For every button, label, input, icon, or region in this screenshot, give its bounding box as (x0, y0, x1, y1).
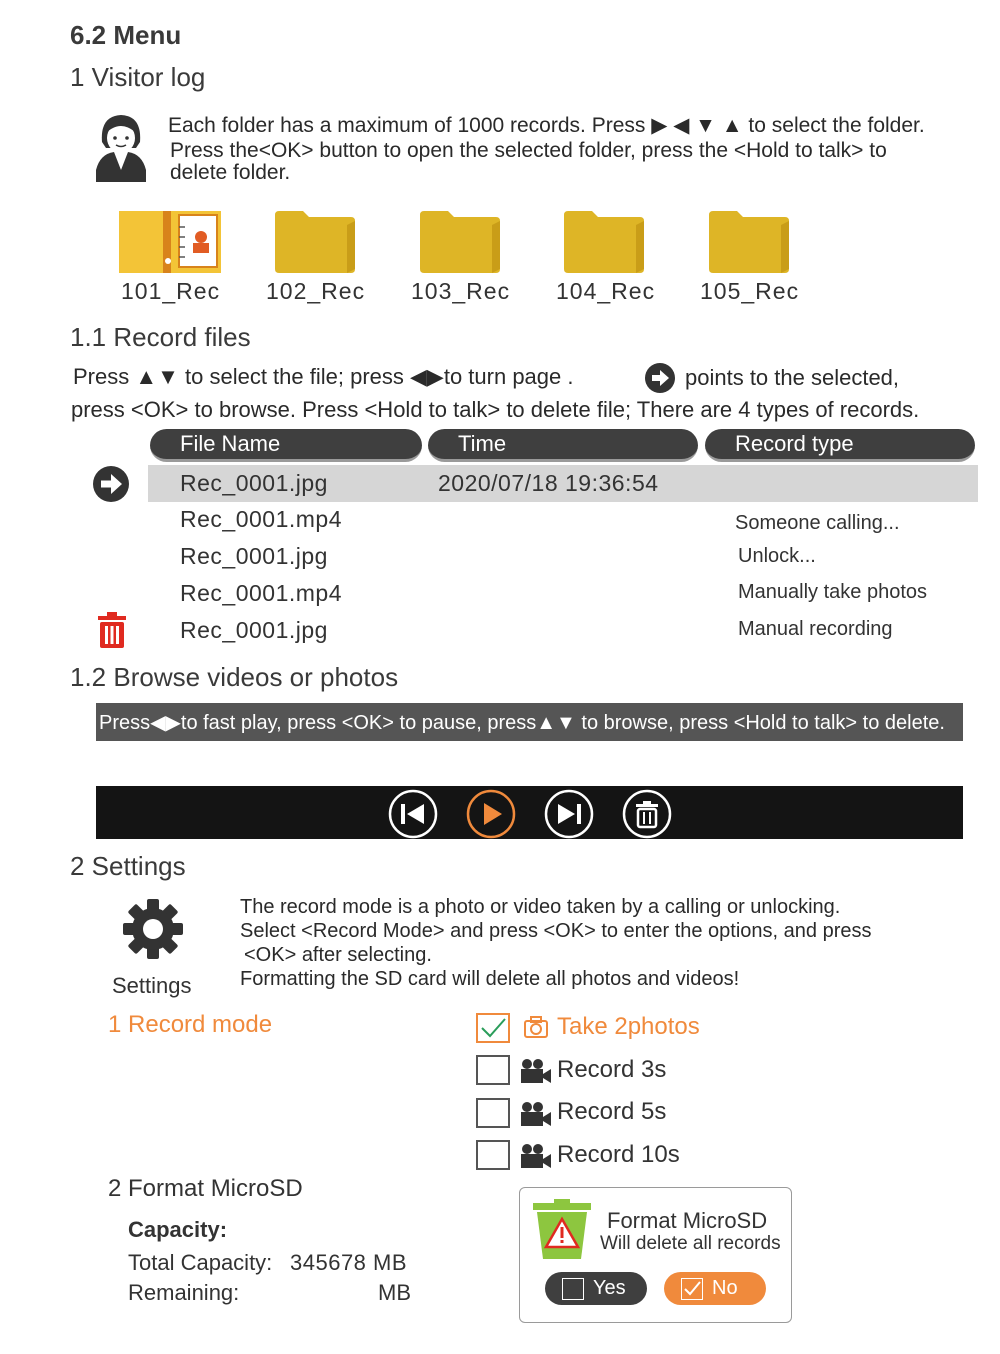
section-title: 6.2 Menu (70, 20, 182, 50)
yes-checkbox (562, 1278, 584, 1300)
selected-arrow-icon (92, 465, 130, 503)
yes-button[interactable] (545, 1272, 647, 1305)
video-camera-icon (520, 1101, 552, 1127)
yes-label: Yes (593, 1277, 626, 1299)
header-time: Time (428, 429, 698, 462)
folder-label: 104_Rec (556, 278, 656, 304)
play-button[interactable] (466, 789, 516, 839)
option-label: Take 2photos (557, 1013, 700, 1040)
checkmark-icon (682, 1279, 702, 1299)
record-files-title: 1.1 Record files (70, 322, 251, 352)
record-type: Manually take photos (738, 581, 928, 603)
camera-icon (523, 1015, 549, 1039)
record-type: Someone calling... (735, 512, 900, 534)
video-camera-icon (520, 1143, 552, 1169)
browse-instruction-bar (96, 703, 963, 741)
record-type: Unlock... (738, 545, 816, 567)
visitor-avatar-icon (92, 112, 150, 182)
settings-title: 2 Settings (70, 851, 186, 881)
settings-desc-line2: Select <Record Mode> and press <OK> to enter the options, and press (240, 920, 872, 942)
visitor-desc-line3: delete folder. (170, 161, 291, 184)
option-label: Record 5s (557, 1098, 667, 1125)
record-type: Manual recording (738, 618, 893, 640)
header-file-name: File Name (150, 429, 422, 462)
remaining-label: Remaining: (128, 1280, 240, 1305)
dialog-title: Format MicroSD (607, 1208, 768, 1233)
checkbox[interactable] (476, 1140, 510, 1170)
visitor-log-title: 1 Visitor log (70, 62, 206, 92)
file-time: 2020/07/18 19:36:54 (438, 470, 659, 496)
no-checkbox (681, 1278, 703, 1300)
folder-icon (564, 211, 644, 273)
option-label: Record 3s (557, 1056, 667, 1083)
next-button[interactable] (544, 789, 594, 839)
format-microsd-label[interactable]: 2 Format MicroSD (108, 1175, 303, 1202)
folder-label: 101_Rec (121, 278, 221, 304)
file-name: Rec_0001.jpg (180, 470, 328, 496)
checkbox[interactable] (476, 1055, 510, 1085)
total-capacity-value: 345678 MB (290, 1250, 408, 1275)
dialog-subtitle: Will delete all records (600, 1233, 781, 1254)
delete-button[interactable] (622, 789, 672, 839)
record-files-desc-line1a: Press ▲▼ to select the file; press ◀▶to turn page . (73, 364, 574, 389)
open-folder-icon (119, 211, 221, 273)
arrow-pointer-icon (644, 362, 676, 394)
settings-desc-line1: The record mode is a photo or video taken by a calling or unlocking. (240, 896, 841, 918)
folder-label: 102_Rec (266, 278, 366, 304)
no-button[interactable] (664, 1272, 766, 1305)
settings-desc-line4: Formatting the SD card will delete all photos and videos! (240, 968, 740, 990)
settings-desc-line3: <OK> after selecting. (244, 944, 432, 966)
folder-icon (420, 211, 500, 273)
record-mode-label[interactable]: 1 Record mode (108, 1011, 273, 1038)
checkbox[interactable] (476, 1098, 510, 1128)
option-label: Record 10s (557, 1141, 680, 1168)
no-label: No (712, 1277, 738, 1299)
player-control-bar (96, 786, 963, 839)
total-capacity-label: Total Capacity: (128, 1250, 273, 1275)
capacity-label: Capacity: (128, 1217, 228, 1242)
header-record-type: Record type (705, 429, 975, 462)
folder-label: 103_Rec (411, 278, 511, 304)
record-files-desc-line2: press <OK> to browse. Press <Hold to talk> to delete file; There are 4 types of records. (71, 397, 920, 422)
visitor-desc-line2: Press the<OK> button to open the selected folder, press the <Hold to talk> to (170, 139, 887, 162)
previous-button[interactable] (388, 789, 438, 839)
video-camera-icon (520, 1058, 552, 1084)
folder-icon (275, 211, 355, 273)
file-name: Rec_0001.jpg (180, 617, 328, 643)
settings-icon-label: Settings (112, 973, 192, 998)
visitor-desc-line1: Each folder has a maximum of 1000 records. Press ▶ ◀ ▼ ▲ to select the folder. (168, 114, 925, 137)
warning-trash-icon (531, 1199, 593, 1261)
trash-icon[interactable] (98, 612, 126, 648)
checkmark-icon (478, 1015, 508, 1041)
folder-label: 105_Rec (700, 278, 800, 304)
file-name: Rec_0001.jpg (180, 543, 328, 569)
record-files-desc-line1b: points to the selected, (685, 365, 900, 390)
file-name: Rec_0001.mp4 (180, 580, 342, 606)
file-name: Rec_0001.mp4 (180, 506, 342, 532)
checkbox-checked[interactable] (476, 1013, 510, 1043)
remaining-value: MB (378, 1280, 411, 1305)
browse-instruction: Press◀▶to fast play, press <OK> to pause, press▲▼ to browse, press <Hold to talk> to delete. (99, 712, 945, 734)
folder-icon (709, 211, 789, 273)
gear-icon (122, 898, 184, 960)
browse-title: 1.2 Browse videos or photos (70, 662, 399, 692)
